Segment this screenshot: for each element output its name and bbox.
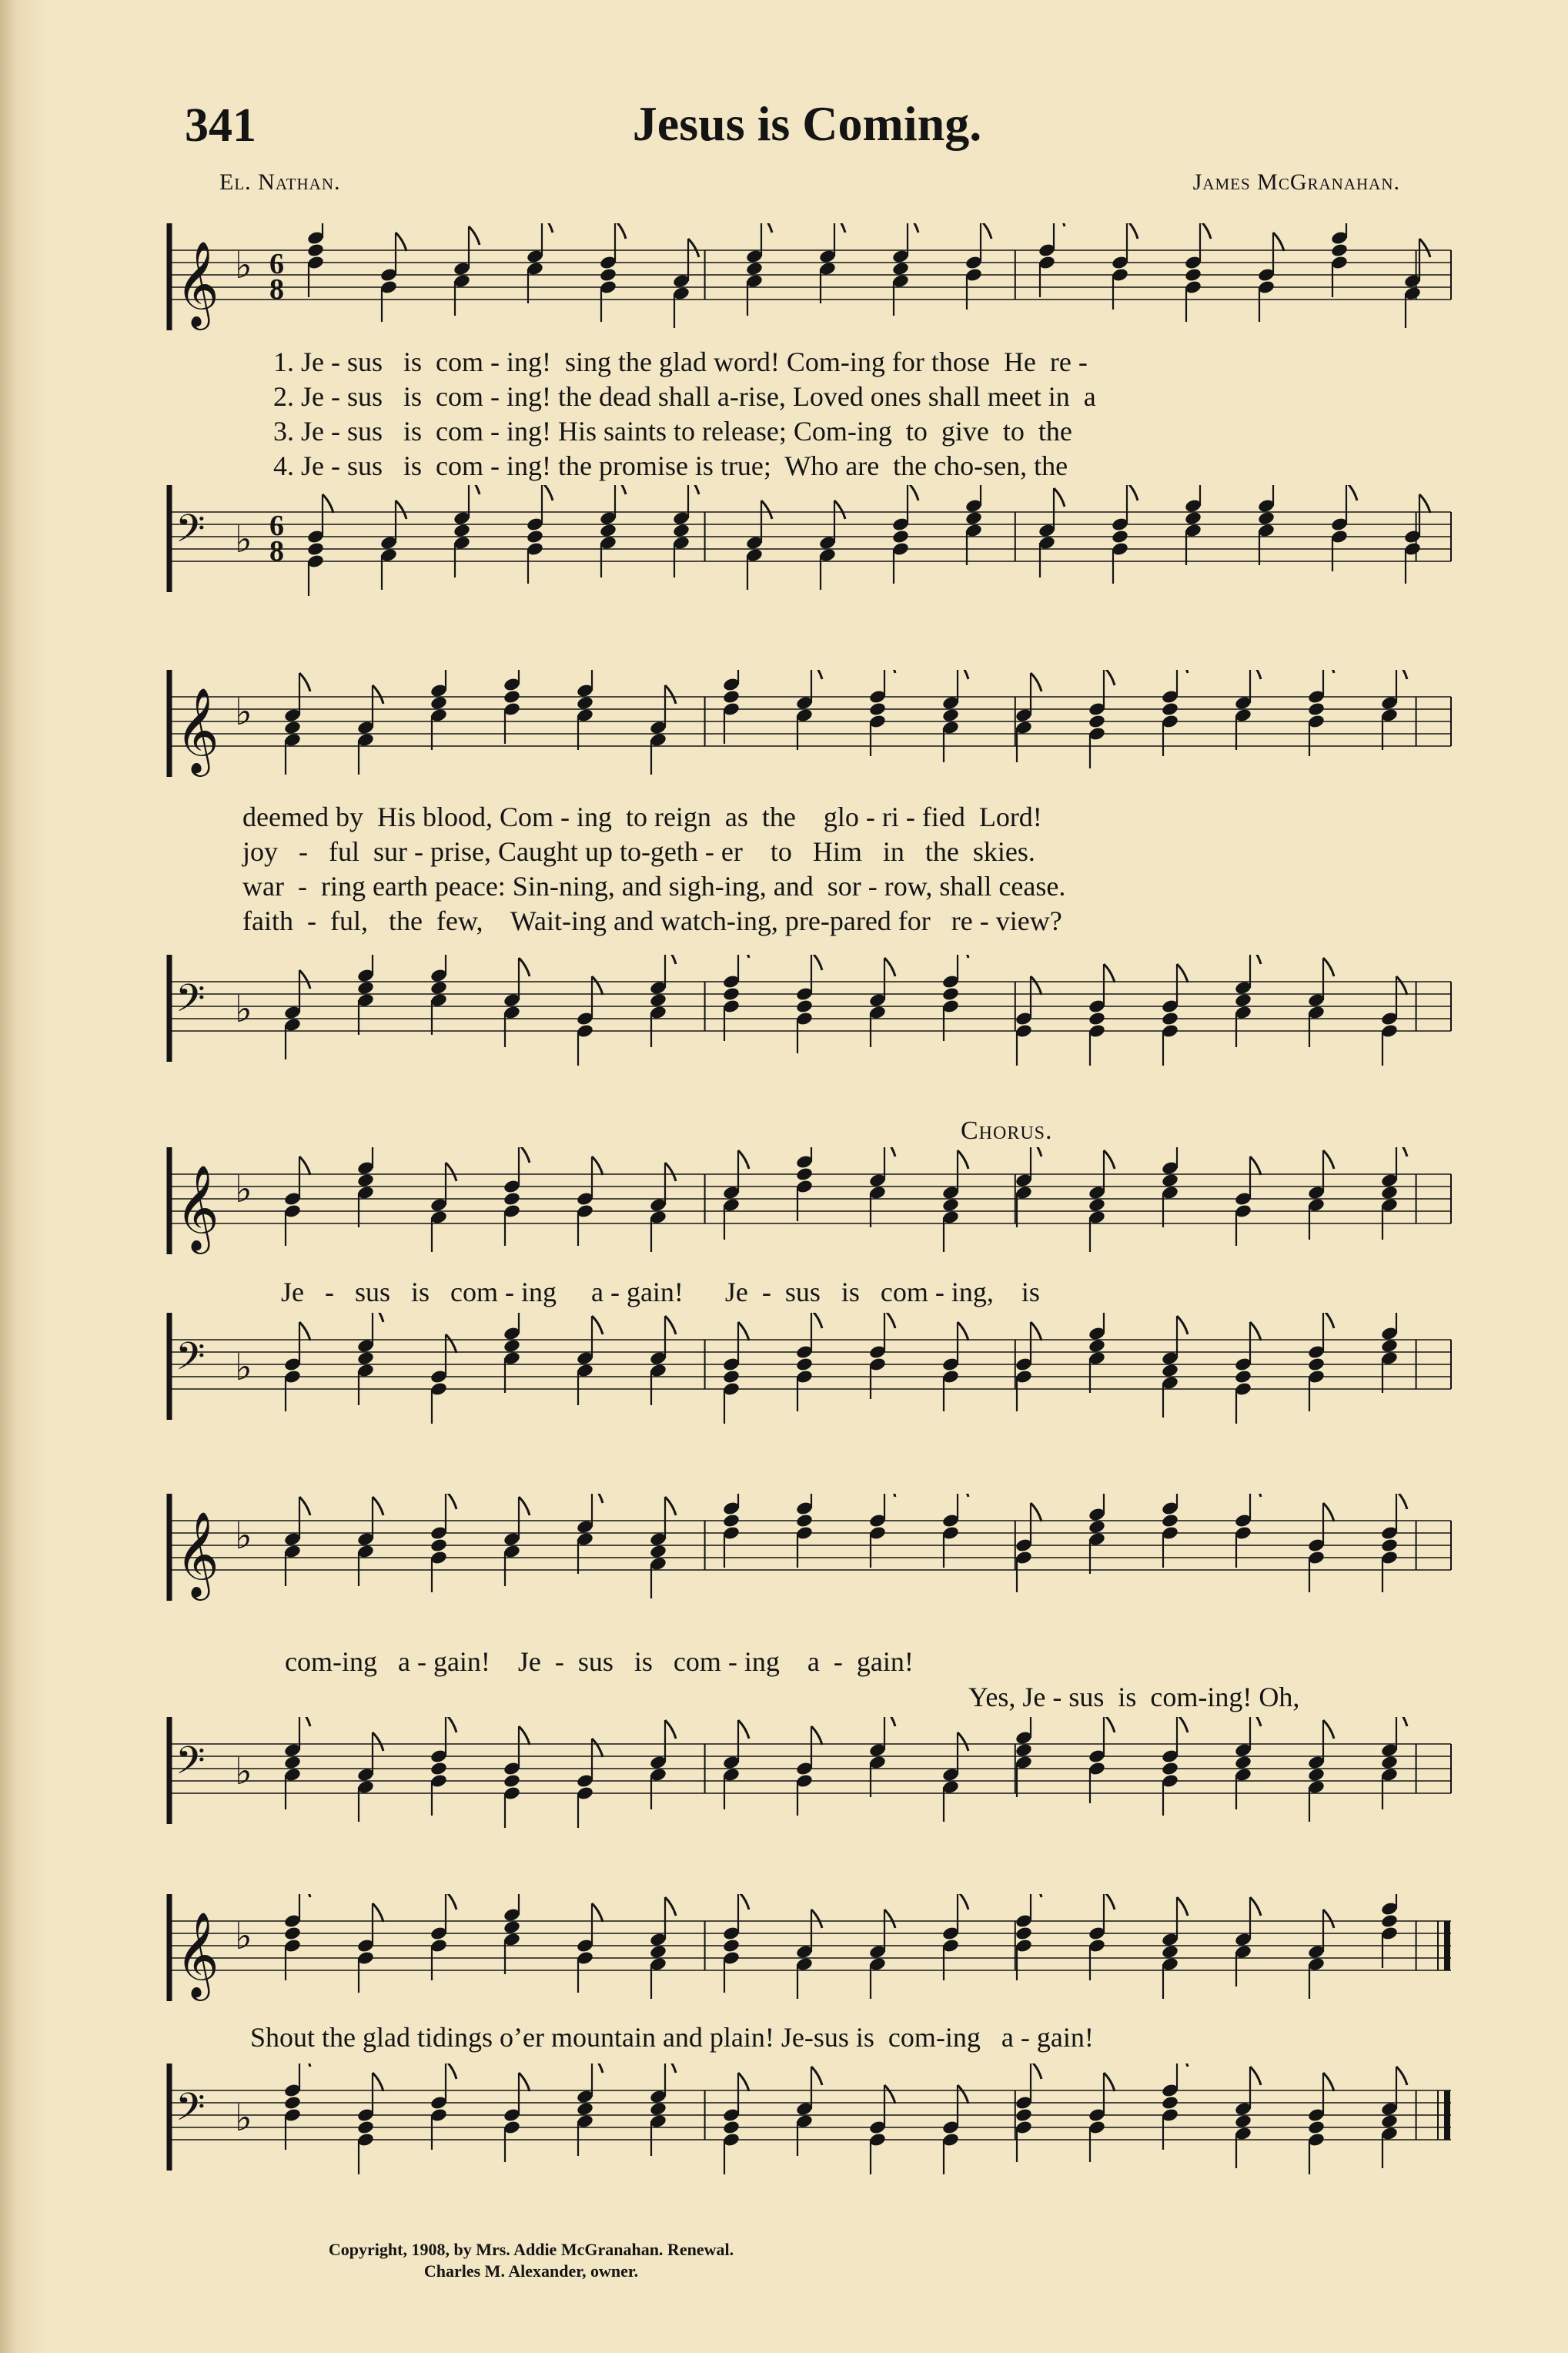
note-flag xyxy=(1177,670,1188,673)
note-flag xyxy=(299,1322,310,1341)
verse-3-line-a: 3. Je - sus is com - ing! His saints to release; Com-ing to give to the xyxy=(273,416,1072,447)
note-flag xyxy=(592,1156,603,1175)
bass-staff xyxy=(162,2063,1455,2217)
note-flag xyxy=(1104,2073,1115,2091)
note-head xyxy=(722,689,741,705)
note-flag xyxy=(1396,2067,1407,2085)
note-head xyxy=(306,243,325,258)
note-head xyxy=(1380,1755,1399,1770)
treble-staff xyxy=(162,223,1455,354)
note-flag xyxy=(299,1894,310,1897)
note-flag xyxy=(1031,1894,1041,1897)
note-head xyxy=(1111,529,1129,544)
note-flag xyxy=(592,1494,603,1503)
note-head xyxy=(722,1513,741,1528)
music-system-3 xyxy=(162,1116,1455,1448)
note-flag xyxy=(542,223,553,233)
bass-staff xyxy=(162,955,1455,1109)
note-flag xyxy=(1200,223,1211,239)
note-flag xyxy=(592,2063,603,2073)
treble-clef-icon: 𝄞 xyxy=(176,1164,219,1250)
note-flag xyxy=(1323,1720,1334,1739)
note-flag xyxy=(1396,1494,1407,1509)
note-head xyxy=(649,992,667,1008)
note-flag xyxy=(1323,1150,1334,1169)
note-flag xyxy=(1323,1313,1334,1328)
note-flag xyxy=(884,1494,895,1497)
note-flag xyxy=(1127,223,1138,239)
note-flag xyxy=(1031,1322,1041,1341)
note-head xyxy=(745,261,764,276)
note-flag xyxy=(908,223,918,233)
note-flag xyxy=(373,1313,383,1322)
note-flag xyxy=(373,2073,383,2091)
note-head xyxy=(1088,1197,1106,1213)
note-head xyxy=(503,1191,521,1207)
note-flag xyxy=(761,223,772,233)
note-head xyxy=(576,695,594,711)
note-flag xyxy=(1104,1717,1115,1732)
note-flag xyxy=(1323,2073,1334,2091)
note-flag xyxy=(884,670,895,673)
note-head xyxy=(599,267,617,283)
note-head xyxy=(795,1166,814,1182)
note-head xyxy=(306,541,325,557)
composer: James McGranahan. xyxy=(1192,169,1400,195)
note-head xyxy=(1088,1338,1106,1354)
note-flag xyxy=(1104,670,1115,685)
verse-2-line-a: 2. Je - sus is com - ing! the dead shall a-rise, Loved ones shall meet in a xyxy=(273,381,1096,412)
note-flag xyxy=(1323,1503,1334,1521)
note-flag xyxy=(958,1894,968,1910)
bass-clef-icon: 𝄢 xyxy=(176,976,206,1030)
note-flag xyxy=(884,2085,895,2104)
note-flag xyxy=(884,1313,895,1328)
flat-icon: ♭ xyxy=(235,988,252,1031)
note-head xyxy=(503,689,521,705)
note-head xyxy=(599,523,617,538)
treble-clef-icon: 𝄞 xyxy=(176,687,219,773)
note-head xyxy=(430,1761,448,1776)
note-head xyxy=(1330,243,1349,258)
note-head xyxy=(430,980,448,996)
note-flag xyxy=(519,2073,530,2091)
note-flag xyxy=(1396,1717,1407,1726)
note-head xyxy=(1234,992,1252,1008)
note-flag xyxy=(958,670,968,679)
note-flag xyxy=(958,1732,968,1751)
note-flag xyxy=(811,1726,822,1745)
note-flag xyxy=(811,1313,822,1328)
note-flag xyxy=(958,955,968,958)
note-head xyxy=(1161,2095,1179,2110)
note-head xyxy=(503,1920,521,1935)
note-flag xyxy=(908,485,918,500)
note-head xyxy=(576,2101,594,2117)
copyright-line-1: Copyright, 1908, by Mrs. Addie McGranahan. Renewal. xyxy=(328,2240,734,2259)
note-head xyxy=(1015,1742,1033,1758)
note-flag xyxy=(958,1150,968,1169)
note-flag xyxy=(1104,1150,1115,1169)
flat-icon: ♭ xyxy=(235,691,252,734)
bass-clef-icon: 𝄢 xyxy=(176,507,206,561)
note-flag xyxy=(373,685,383,704)
note-head xyxy=(283,720,302,735)
note-flag xyxy=(1323,1910,1334,1928)
copyright-notice xyxy=(223,2239,839,2281)
note-head xyxy=(283,1926,302,1941)
note-flag xyxy=(981,223,991,239)
note-flag xyxy=(738,2073,749,2091)
treble-staff xyxy=(162,1894,1455,2033)
note-flag xyxy=(469,226,480,245)
note-head xyxy=(1307,1767,1326,1782)
note-head xyxy=(941,1197,960,1213)
verse-1-line-a: 1. Je - sus is com - ing! sing the glad word! Com-ing for those He re - xyxy=(273,346,1088,377)
note-flag xyxy=(446,1717,456,1732)
note-head xyxy=(1380,1538,1399,1553)
flat-icon: ♭ xyxy=(235,2097,252,2140)
note-flag xyxy=(1250,1156,1261,1175)
note-flag xyxy=(1031,1503,1041,1521)
treble-clef-icon: 𝄞 xyxy=(176,1911,219,1997)
note-flag xyxy=(1031,1147,1041,1156)
note-flag xyxy=(1419,494,1430,513)
note-head xyxy=(1184,267,1202,283)
note-head xyxy=(795,1513,814,1528)
note-head xyxy=(1234,2114,1252,2129)
note-head xyxy=(1161,1761,1179,1776)
treble-staff xyxy=(162,1494,1455,1648)
note-flag xyxy=(1177,1717,1188,1732)
note-head xyxy=(1088,1519,1106,1535)
note-head xyxy=(453,523,471,538)
note-flag xyxy=(299,2063,310,2067)
note-flag xyxy=(373,1497,383,1515)
chorus-line-1: Je - sus is com - ing a - gain! Je - sus is com - ing, is xyxy=(281,1277,1040,1307)
note-head xyxy=(283,1755,302,1770)
flat-icon: ♭ xyxy=(235,1750,252,1793)
note-flag xyxy=(665,2063,676,2073)
time-signature-bottom: 8 xyxy=(269,273,284,306)
note-flag xyxy=(396,500,406,519)
note-flag xyxy=(1250,670,1261,679)
note-flag xyxy=(665,1497,676,1515)
verse-4-line-b: faith - ful, the few, Wait-ing and watch-ing, pre-pared for re - view? xyxy=(242,905,1062,936)
note-flag xyxy=(1054,223,1065,226)
flat-icon: ♭ xyxy=(235,1915,252,1958)
note-flag xyxy=(738,1894,749,1910)
bass-staff xyxy=(162,1717,1455,1856)
note-head xyxy=(941,986,960,1002)
note-head xyxy=(1161,1363,1179,1378)
note-flag xyxy=(665,685,676,704)
bass-staff xyxy=(162,485,1455,616)
note-head xyxy=(430,1538,448,1553)
note-flag xyxy=(299,970,310,989)
note-flag xyxy=(373,1903,383,1922)
note-flag xyxy=(1346,485,1357,500)
note-flag xyxy=(1031,673,1041,691)
time-signature-bottom: 8 xyxy=(269,535,284,567)
note-head xyxy=(868,701,887,717)
chorus-label: Chorus. xyxy=(961,1116,1053,1145)
note-head xyxy=(356,1351,375,1366)
chorus-line-3: Shout the glad tidings o’er mountain and plain! Je-sus is com-ing a - gain! xyxy=(250,2022,1094,2053)
note-head xyxy=(1307,2120,1326,2135)
note-flag xyxy=(665,1897,676,1916)
note-flag xyxy=(1104,1894,1115,1910)
note-head xyxy=(1380,1185,1399,1200)
note-head xyxy=(283,2095,302,2110)
note-flag xyxy=(446,1334,456,1353)
flat-icon: ♭ xyxy=(235,1515,252,1558)
note-flag xyxy=(665,1163,676,1181)
flat-icon: ♭ xyxy=(235,1168,252,1211)
note-flag xyxy=(1396,670,1407,679)
note-head xyxy=(795,1357,814,1372)
note-flag xyxy=(958,2085,968,2104)
verse-3-line-b: war - ring earth peace: Sin-ning, and sigh-ing, and sor - row, shall cease. xyxy=(242,871,1066,902)
note-flag xyxy=(299,1156,310,1175)
note-flag xyxy=(884,1147,895,1156)
note-flag xyxy=(1323,958,1334,976)
note-flag xyxy=(884,1717,895,1726)
note-flag xyxy=(592,1739,603,1757)
note-head xyxy=(526,529,544,544)
note-flag xyxy=(665,1720,676,1739)
chorus-line-2: com-ing a - gain! Je - sus is com - ing a - gain! xyxy=(285,1646,914,1677)
note-flag xyxy=(519,958,530,976)
note-head xyxy=(722,1938,741,1953)
note-head xyxy=(1015,2107,1033,2123)
note-flag xyxy=(738,1322,749,1341)
note-flag xyxy=(665,1316,676,1334)
note-head xyxy=(356,2120,375,2135)
note-flag xyxy=(1177,1897,1188,1916)
note-flag xyxy=(446,2063,456,2079)
note-flag xyxy=(1250,2067,1261,2085)
note-head xyxy=(1234,1369,1252,1384)
music-system-1 xyxy=(162,208,1455,593)
verse-1-line-b: deemed by His blood, Com - ing to reign as the glo - ri - fied Lord! xyxy=(242,802,1042,832)
note-flag xyxy=(1323,670,1334,673)
note-flag xyxy=(446,1494,456,1509)
bass-staff xyxy=(162,1313,1455,1444)
note-head xyxy=(356,1173,375,1188)
note-flag xyxy=(446,1163,456,1181)
note-flag xyxy=(834,223,845,233)
note-head xyxy=(1380,2114,1399,2129)
note-head xyxy=(891,529,910,544)
note-flag xyxy=(811,2067,822,2085)
note-flag xyxy=(615,485,626,494)
verse-4-line-a: 4. Je - sus is com - ing! the promise is true; Who are the cho-sen, the xyxy=(273,450,1068,481)
note-flag xyxy=(1250,1897,1261,1916)
note-flag xyxy=(1104,964,1115,982)
note-head xyxy=(795,999,814,1014)
note-flag xyxy=(1031,2063,1041,2079)
note-head xyxy=(891,261,910,276)
note-flag xyxy=(299,673,310,691)
note-head xyxy=(1161,1011,1179,1026)
note-flag xyxy=(1127,485,1138,500)
note-flag xyxy=(592,1316,603,1334)
note-head xyxy=(1307,701,1326,717)
note-flag xyxy=(542,485,553,500)
note-flag xyxy=(738,955,749,958)
note-flag xyxy=(1031,976,1041,995)
copyright-line-2: Charles M. Alexander, owner. xyxy=(423,2261,639,2281)
note-flag xyxy=(299,1497,310,1515)
note-flag xyxy=(592,976,603,995)
note-flag xyxy=(958,1322,968,1341)
note-flag xyxy=(519,1497,530,1515)
note-flag xyxy=(738,1150,749,1169)
note-head xyxy=(1257,510,1275,526)
note-head xyxy=(1161,1513,1179,1528)
note-flag xyxy=(323,494,333,513)
note-flag xyxy=(519,1726,530,1745)
note-head xyxy=(649,2101,667,2117)
flat-icon: ♭ xyxy=(235,1346,252,1389)
note-head xyxy=(1161,701,1179,717)
note-flag xyxy=(396,233,406,251)
note-head xyxy=(941,708,960,723)
note-flag xyxy=(1177,2063,1188,2067)
note-head xyxy=(1161,1944,1179,1960)
note-head xyxy=(1184,510,1202,526)
note-flag xyxy=(1250,1494,1261,1497)
note-head xyxy=(1161,1173,1179,1188)
note-head xyxy=(672,523,690,538)
note-flag xyxy=(811,955,822,970)
music-system-2 xyxy=(162,654,1455,1086)
note-flag xyxy=(884,958,895,976)
music-system-5 xyxy=(162,1879,1455,2233)
note-head xyxy=(503,1338,521,1354)
note-flag xyxy=(1396,1147,1407,1156)
note-flag xyxy=(1177,1316,1188,1334)
note-flag xyxy=(519,1147,530,1163)
note-head xyxy=(430,695,448,711)
note-head xyxy=(722,2120,741,2135)
note-flag xyxy=(615,223,626,239)
note-head xyxy=(649,1544,667,1559)
note-head xyxy=(722,1369,741,1384)
note-head xyxy=(965,510,983,526)
note-flag xyxy=(592,1903,603,1922)
treble-clef-icon: 𝄞 xyxy=(176,1511,219,1597)
note-head xyxy=(1015,1926,1033,1941)
note-flag xyxy=(1250,955,1261,964)
note-flag xyxy=(688,485,699,494)
treble-staff xyxy=(162,670,1455,824)
note-flag xyxy=(299,1717,310,1726)
note-flag xyxy=(1054,488,1065,507)
bass-clef-icon: 𝄢 xyxy=(176,2085,206,2139)
note-head xyxy=(1307,1357,1326,1372)
note-flag xyxy=(373,1732,383,1751)
note-flag xyxy=(761,500,772,519)
verse-2-line-b: joy - ful sur - prise, Caught up to-geth - er to Him in the skies. xyxy=(242,836,1035,867)
note-head xyxy=(1380,1913,1399,1929)
note-flag xyxy=(469,485,480,494)
note-flag xyxy=(446,1894,456,1910)
note-flag xyxy=(811,1910,822,1928)
time-signature-top: 6 xyxy=(269,248,284,280)
note-head xyxy=(503,1773,521,1789)
note-flag xyxy=(1273,233,1284,251)
time-signature-top: 6 xyxy=(269,510,284,542)
note-flag xyxy=(1177,964,1188,982)
note-flag xyxy=(884,1910,895,1928)
note-head xyxy=(1380,1338,1399,1354)
note-flag xyxy=(1419,239,1430,257)
note-flag xyxy=(665,955,676,964)
note-flag xyxy=(834,500,845,519)
note-head xyxy=(1234,1755,1252,1770)
note-head xyxy=(649,1944,667,1960)
hymn-title: Jesus is Coming. xyxy=(632,96,982,151)
note-flag xyxy=(688,239,699,257)
bass-clef-icon: 𝄢 xyxy=(176,1334,206,1388)
treble-clef-icon: 𝄞 xyxy=(176,240,219,326)
bass-clef-icon: 𝄢 xyxy=(176,1739,206,1792)
treble-staff xyxy=(162,1147,1455,1278)
flat-icon: ♭ xyxy=(235,518,252,561)
lyricist: El. Nathan. xyxy=(219,169,341,195)
hymn-number: 341 xyxy=(185,99,256,152)
note-flag xyxy=(1250,1322,1261,1341)
music-system-4 xyxy=(162,1478,1455,1879)
note-flag xyxy=(811,670,822,679)
flat-icon: ♭ xyxy=(235,244,252,287)
chorus-line-2-alto: Yes, Je - sus is com-ing! Oh, xyxy=(968,1682,1300,1712)
note-flag xyxy=(1250,1717,1261,1726)
note-head xyxy=(722,986,741,1002)
note-head xyxy=(356,980,375,996)
note-flag xyxy=(958,1494,968,1497)
note-head xyxy=(1088,1011,1106,1026)
note-flag xyxy=(1396,976,1407,995)
note-flag xyxy=(738,1720,749,1739)
note-head xyxy=(1088,714,1106,729)
